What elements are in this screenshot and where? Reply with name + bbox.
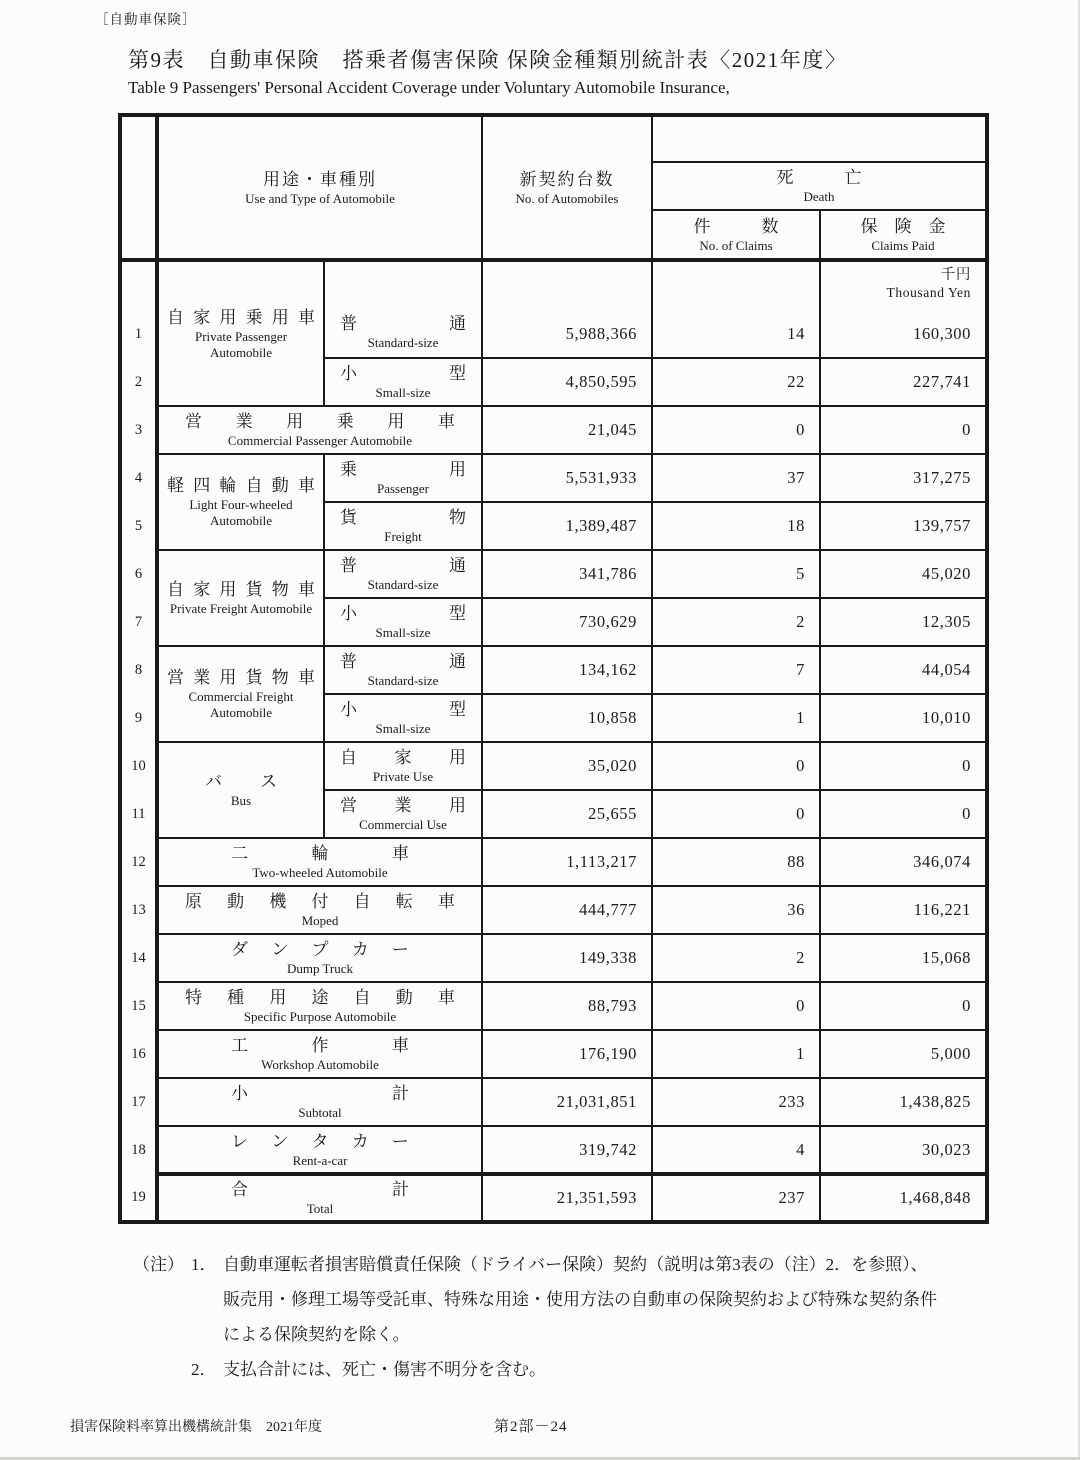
value-autos: 21,045 — [482, 406, 652, 454]
footnote-1 — [133, 1247, 1023, 1352]
category-specific-purpose — [157, 982, 482, 1030]
category-label-en: Specific Purpose Automobile — [243, 1009, 397, 1025]
subtype-label-jp: 小 型 — [340, 604, 466, 624]
value-paid: 30,023 — [820, 1126, 987, 1174]
category-label-en: Rent-a-car — [292, 1152, 348, 1168]
value-paid: 346,074 — [820, 838, 987, 886]
corner-tag: ［自動車保険］ — [95, 12, 197, 27]
category-label-en: Dump Truck — [286, 961, 354, 977]
row-number: 8 — [120, 646, 157, 694]
category-workshop — [157, 1030, 482, 1078]
value-claims: 233 — [652, 1078, 820, 1126]
subtype-standard-size — [324, 260, 482, 358]
footnotes — [133, 1247, 1023, 1387]
category-label-jp: レ ン タ カ ー — [231, 1131, 409, 1151]
note-text: 支払合計には、死亡・傷害不明分を含む。 — [223, 1360, 546, 1379]
value-paid: 1,468,848 — [820, 1174, 987, 1222]
value-autos: 444,777 — [482, 886, 652, 934]
value-autos: 730,629 — [482, 598, 652, 646]
row-number: 6 — [120, 550, 157, 598]
subtype-small-size — [324, 598, 482, 646]
row-number: 3 — [120, 406, 157, 454]
row-number: 12 — [120, 838, 157, 886]
row-number: 16 — [120, 1030, 157, 1078]
value-paid: 5,000 — [820, 1030, 987, 1078]
empty-cell — [652, 260, 820, 310]
value-autos: 5,531,933 — [482, 454, 652, 502]
category-label-jp: 合 計 — [231, 1180, 409, 1200]
table-row — [120, 886, 987, 934]
category-light-four-wheeled — [157, 454, 324, 550]
value-paid: 139,757 — [820, 502, 987, 550]
row-number: 15 — [120, 982, 157, 1030]
value-autos: 1,389,487 — [482, 502, 652, 550]
claims-label-en: No. of Claims — [699, 237, 773, 253]
row-number: 4 — [120, 454, 157, 502]
subtype-label-jp: 普 通 — [340, 652, 466, 672]
claims-label-jp: 件 数 — [693, 216, 779, 236]
category-label-jp: 自 家 用 貨 物 車 — [167, 580, 315, 600]
value-paid: 0 — [820, 982, 987, 1030]
use-type-label-en: Use and Type of Automobile — [245, 190, 395, 206]
subtype-label-jp: 小 型 — [340, 700, 466, 720]
note-number: 2． — [191, 1360, 217, 1379]
row-number: 2 — [120, 358, 157, 406]
subtype-label-en: Small-size — [375, 625, 431, 641]
subtype-label-en: Passenger — [377, 481, 429, 497]
table-row — [120, 1126, 987, 1174]
value-paid: 12,305 — [820, 598, 987, 646]
unit-label-en: Thousand Yen — [886, 284, 971, 300]
value-claims: 7 — [652, 646, 820, 694]
col-header-death — [652, 162, 987, 210]
value-claims: 37 — [652, 454, 820, 502]
value-paid: 10,010 — [820, 694, 987, 742]
row-number — [120, 260, 157, 310]
category-private-passenger — [157, 260, 324, 406]
row-number: 1 — [120, 310, 157, 358]
category-bus — [157, 742, 324, 838]
value-autos: 35,020 — [482, 742, 652, 790]
value-claims: 0 — [652, 790, 820, 838]
col-header-claims — [652, 210, 820, 260]
row-number: 9 — [120, 694, 157, 742]
category-label-jp: 原 動 機 付 自 転 車 — [185, 892, 455, 912]
category-label-en: Private Freight Automobile — [169, 601, 313, 617]
value-autos: 21,351,593 — [482, 1174, 652, 1222]
category-label-en: Private Passenger Automobile — [194, 328, 288, 360]
page-title-en: Table 9 Passengers' Personal Accident Coverage under Voluntary Automobile Insurance, — [128, 78, 730, 97]
category-label-jp: 小 計 — [231, 1084, 409, 1104]
subtype-label-jp: 自 家 用 — [340, 748, 466, 768]
claims-paid-label-jp: 保 険 金 — [860, 216, 946, 236]
table-row — [120, 646, 987, 694]
category-rent-a-car — [157, 1126, 482, 1174]
category-label-en: Commercial Passenger Automobile — [227, 433, 413, 449]
row-number: 17 — [120, 1078, 157, 1126]
header-empty-strip — [652, 115, 987, 162]
subtype-label-en: Standard-size — [367, 334, 439, 350]
subtype-label-en: Commercial Use — [359, 817, 447, 833]
note-line: による保険契約を除く。 — [223, 1325, 410, 1344]
value-autos: 1,113,217 — [482, 838, 652, 886]
row-number: 18 — [120, 1126, 157, 1174]
category-label-jp: 特 種 用 途 自 動 車 — [185, 988, 455, 1008]
category-label-en: Bus — [230, 793, 252, 809]
value-paid: 15,068 — [820, 934, 987, 982]
subtype-label-jp: 普 通 — [340, 313, 466, 333]
subtype-label-en: Standard-size — [367, 577, 439, 593]
footer-page-number: 第2部－24 — [494, 1419, 568, 1435]
value-claims: 1 — [652, 694, 820, 742]
category-label-en: Subtotal — [298, 1105, 342, 1121]
table-row — [120, 934, 987, 982]
value-autos: 88,793 — [482, 982, 652, 1030]
value-paid: 45,020 — [820, 550, 987, 598]
empty-cell — [482, 260, 652, 310]
value-claims: 14 — [652, 310, 820, 358]
value-claims: 5 — [652, 550, 820, 598]
category-label-jp: 工 作 車 — [231, 1036, 409, 1056]
table-row — [120, 454, 987, 502]
subtype-private-use — [324, 742, 482, 790]
col-header-claims-paid — [820, 210, 987, 260]
death-label-jp: 死 亡 — [776, 168, 862, 188]
category-commercial-passenger — [157, 406, 482, 454]
category-label-jp: バ ス — [205, 772, 277, 792]
value-paid: 0 — [820, 790, 987, 838]
category-two-wheeled — [157, 838, 482, 886]
value-autos: 341,786 — [482, 550, 652, 598]
category-label-jp: ダ ン プ カ ー — [231, 940, 409, 960]
subtype-label-jp: 営 業 用 — [340, 796, 466, 816]
subtype-label-en: Freight — [384, 529, 422, 545]
category-label-en: Total — [306, 1201, 334, 1217]
note-line: 販売用・修理工場等受託車、特殊な用途・使用方法の自動車の保険契約および特殊な契約条件 — [223, 1290, 937, 1309]
value-paid: 227,741 — [820, 358, 987, 406]
value-paid: 160,300 — [820, 310, 987, 358]
statistics-table-wrapper — [118, 113, 989, 1224]
subtype-label-jp: 貨 物 — [340, 508, 466, 528]
value-autos: 5,988,366 — [482, 310, 652, 358]
value-paid: 116,221 — [820, 886, 987, 934]
note-number: 1． — [191, 1255, 217, 1274]
col-header-use-type — [157, 115, 482, 260]
category-label-en: Moped — [301, 913, 339, 929]
note-text — [223, 1247, 1023, 1352]
row-number: 5 — [120, 502, 157, 550]
value-claims: 0 — [652, 742, 820, 790]
value-claims: 0 — [652, 406, 820, 454]
row-number: 7 — [120, 598, 157, 646]
row-number: 19 — [120, 1174, 157, 1222]
category-label-jp: 軽 四 輪 自 動 車 — [167, 476, 315, 496]
value-autos: 25,655 — [482, 790, 652, 838]
category-subtotal — [157, 1078, 482, 1126]
value-paid: 317,275 — [820, 454, 987, 502]
footer-source: 損害保険料率算出機構統計集 2021年度 — [70, 1420, 322, 1435]
subtype-commercial-use — [324, 790, 482, 838]
value-claims: 2 — [652, 598, 820, 646]
table-row — [120, 550, 987, 598]
unit-label-jp: 千円 — [940, 267, 971, 283]
value-autos: 21,031,851 — [482, 1078, 652, 1126]
value-autos: 10,858 — [482, 694, 652, 742]
value-claims: 4 — [652, 1126, 820, 1174]
claims-paid-label-en: Claims Paid — [871, 237, 935, 253]
row-number: 10 — [120, 742, 157, 790]
value-autos: 4,850,595 — [482, 358, 652, 406]
value-autos: 176,190 — [482, 1030, 652, 1078]
row-number: 14 — [120, 934, 157, 982]
value-paid: 0 — [820, 406, 987, 454]
value-paid: 0 — [820, 742, 987, 790]
category-label-en: Commercial Freight Automobile — [188, 689, 294, 721]
value-autos: 149,338 — [482, 934, 652, 982]
table-row — [120, 742, 987, 790]
subtype-label-en: Standard-size — [367, 673, 439, 689]
category-label-en: Light Four-wheeled Automobile — [189, 497, 293, 529]
category-label-jp: 営 業 用 貨 物 車 — [167, 668, 315, 688]
subtype-label-en: Private Use — [372, 769, 434, 785]
row-number: 11 — [120, 790, 157, 838]
value-autos: 134,162 — [482, 646, 652, 694]
unit-cell — [820, 260, 987, 310]
subtype-freight — [324, 502, 482, 550]
value-paid: 1,438,825 — [820, 1078, 987, 1126]
value-claims: 36 — [652, 886, 820, 934]
col-header-new-contracts — [482, 115, 652, 260]
table-row — [120, 406, 987, 454]
subtype-label-en: Small-size — [375, 721, 431, 737]
use-type-label-jp: 用途・車種別 — [263, 169, 377, 189]
subtype-standard-size — [324, 646, 482, 694]
row-number-header — [120, 115, 157, 260]
value-paid: 44,054 — [820, 646, 987, 694]
note-line: 自動車運転者損害賠償責任保険（ドライバー保険）契約（説明は第3表の（注）2．を参照）、 — [223, 1255, 928, 1274]
value-claims: 88 — [652, 838, 820, 886]
new-contracts-label-jp: 新契約台数 — [519, 169, 615, 189]
value-claims: 0 — [652, 982, 820, 1030]
table-row-subtotal — [120, 1078, 987, 1126]
category-label-jp: 自 家 用 乗 用 車 — [167, 307, 315, 327]
category-label-en: Workshop Automobile — [261, 1057, 379, 1073]
category-commercial-freight — [157, 646, 324, 742]
subtype-small-size — [324, 358, 482, 406]
category-dump-truck — [157, 934, 482, 982]
table-row — [120, 1030, 987, 1078]
footnote-2 — [133, 1352, 1023, 1387]
value-claims: 18 — [652, 502, 820, 550]
table-row-total — [120, 1174, 987, 1222]
value-claims: 22 — [652, 358, 820, 406]
category-private-freight — [157, 550, 324, 646]
value-claims: 1 — [652, 1030, 820, 1078]
category-total — [157, 1174, 482, 1222]
table-row — [120, 982, 987, 1030]
page-title-jp: 第9表 自動車保険 搭乗者傷害保険 保険金種類別統計表〈2021年度〉 — [128, 48, 848, 72]
subtype-small-size — [324, 694, 482, 742]
subtype-label-en: Small-size — [375, 385, 431, 401]
subtype-passenger — [324, 454, 482, 502]
category-label-jp: 二 輪 車 — [231, 844, 409, 864]
row-number: 13 — [120, 886, 157, 934]
new-contracts-label-en: No. of Automobiles — [515, 190, 619, 206]
subtype-label-jp: 乗 用 — [340, 460, 466, 480]
unit-row — [120, 260, 987, 310]
subtype-label-jp: 小 型 — [340, 364, 466, 384]
statistics-table — [118, 113, 989, 1224]
category-label-jp: 営 業 用 乗 用 車 — [185, 412, 455, 432]
category-label-en: Two-wheeled Automobile — [252, 865, 388, 881]
value-claims: 237 — [652, 1174, 820, 1222]
table-row — [120, 838, 987, 886]
value-autos: 319,742 — [482, 1126, 652, 1174]
value-claims: 2 — [652, 934, 820, 982]
death-label-en: Death — [803, 189, 835, 205]
category-moped — [157, 886, 482, 934]
subtype-standard-size — [324, 550, 482, 598]
note-label: （注） — [133, 1255, 184, 1274]
subtype-label-jp: 普 通 — [340, 556, 466, 576]
